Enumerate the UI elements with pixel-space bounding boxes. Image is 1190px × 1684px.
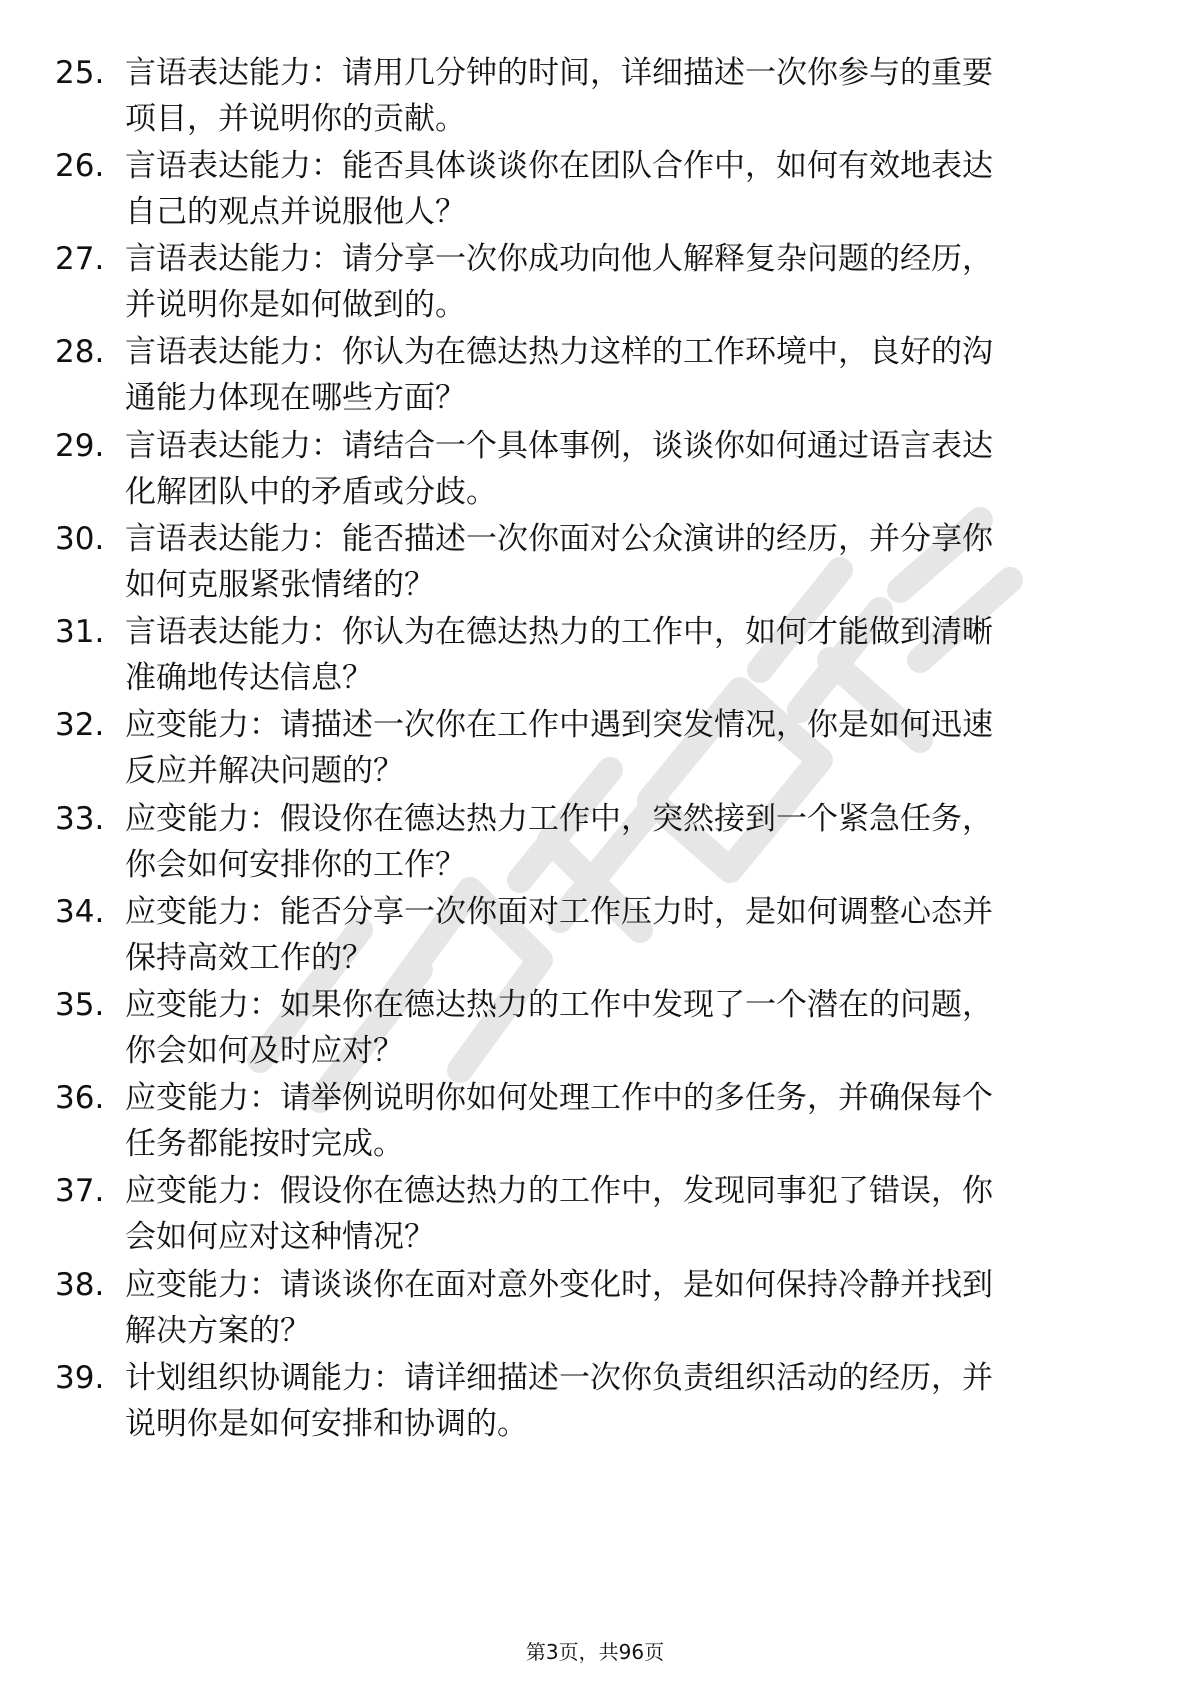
question-number: 29.	[55, 428, 105, 464]
question-text: 应变能力：假设你在德达热力工作中，突然接到一个紧急任务， 你会如何安排你的工作？	[125, 801, 993, 883]
question-text: 应变能力：请描述一次你在工作中遇到突发情况，你是如何迅速 反应并解决问题的？	[125, 707, 993, 789]
list-item	[55, 516, 1135, 616]
question-number: 34.	[55, 894, 105, 930]
question-number: 35.	[55, 987, 105, 1023]
question-text: 计划组织协调能力：请详细描述一次你负责组织活动的经历，并 说明你是如何安排和协调的。	[125, 1360, 993, 1442]
list-item	[55, 702, 1135, 802]
question-text: 应变能力：请谈谈你在面对意外变化时，是如何保持冷静并找到 解决方案的？	[125, 1267, 993, 1349]
question-text: 言语表达能力：你认为在德达热力的工作中，如何才能做到清晰 准确地传达信息？	[125, 614, 993, 696]
question-number: 31.	[55, 614, 105, 650]
list-item	[55, 50, 1135, 150]
question-text: 言语表达能力：能否具体谈谈你在团队合作中，如何有效地表达 自己的观点并说服他人？	[125, 148, 993, 230]
list-item	[55, 982, 1135, 1082]
list-item	[55, 329, 1135, 429]
question-number: 25.	[55, 55, 105, 91]
list-item	[55, 1355, 1135, 1455]
question-number: 27.	[55, 241, 105, 277]
question-number: 36.	[55, 1080, 105, 1116]
question-text: 言语表达能力：你认为在德达热力这样的工作环境中，良好的沟 通能力体现在哪些方面？	[125, 334, 993, 416]
question-number: 30.	[55, 521, 105, 557]
question-text: 言语表达能力：请结合一个具体事例，谈谈你如何通过语言表达 化解团队中的矛盾或分歧。	[125, 428, 993, 510]
list-item	[55, 1075, 1135, 1175]
question-number: 26.	[55, 148, 105, 184]
question-text: 言语表达能力：请分享一次你成功向他人解释复杂问题的经历， 并说明你是如何做到的。	[125, 241, 993, 323]
question-number: 37.	[55, 1173, 105, 1209]
question-text: 言语表达能力：能否描述一次你面对公众演讲的经历，并分享你 如何克服紧张情绪的？	[125, 521, 993, 603]
question-number: 32.	[55, 707, 105, 743]
question-number: 39.	[55, 1360, 105, 1396]
question-number: 38.	[55, 1267, 105, 1303]
list-item	[55, 1168, 1135, 1268]
question-text: 应变能力：请举例说明你如何处理工作中的多任务，并确保每个 任务都能按时完成。	[125, 1080, 993, 1162]
page-footer: 第3页，共96页	[525, 1640, 665, 1664]
question-number: 28.	[55, 334, 105, 370]
list-item	[55, 796, 1135, 896]
question-text: 言语表达能力：请用几分钟的时间，详细描述一次你参与的重要 项目，并说明你的贡献。	[125, 55, 993, 137]
list-item	[55, 609, 1135, 709]
question-text: 应变能力：假设你在德达热力的工作中，发现同事犯了错误，你 会如何应对这种情况？	[125, 1173, 993, 1255]
list-item	[55, 423, 1135, 523]
list-item	[55, 236, 1135, 336]
list-item	[55, 1262, 1135, 1362]
question-text: 应变能力：能否分享一次你面对工作压力时，是如何调整心态并 保持高效工作的？	[125, 894, 993, 976]
question-text: 应变能力：如果你在德达热力的工作中发现了一个潜在的问题， 你会如何及时应对？	[125, 987, 993, 1069]
question-number: 33.	[55, 801, 105, 837]
list-item	[55, 889, 1135, 989]
list-item	[55, 143, 1135, 243]
